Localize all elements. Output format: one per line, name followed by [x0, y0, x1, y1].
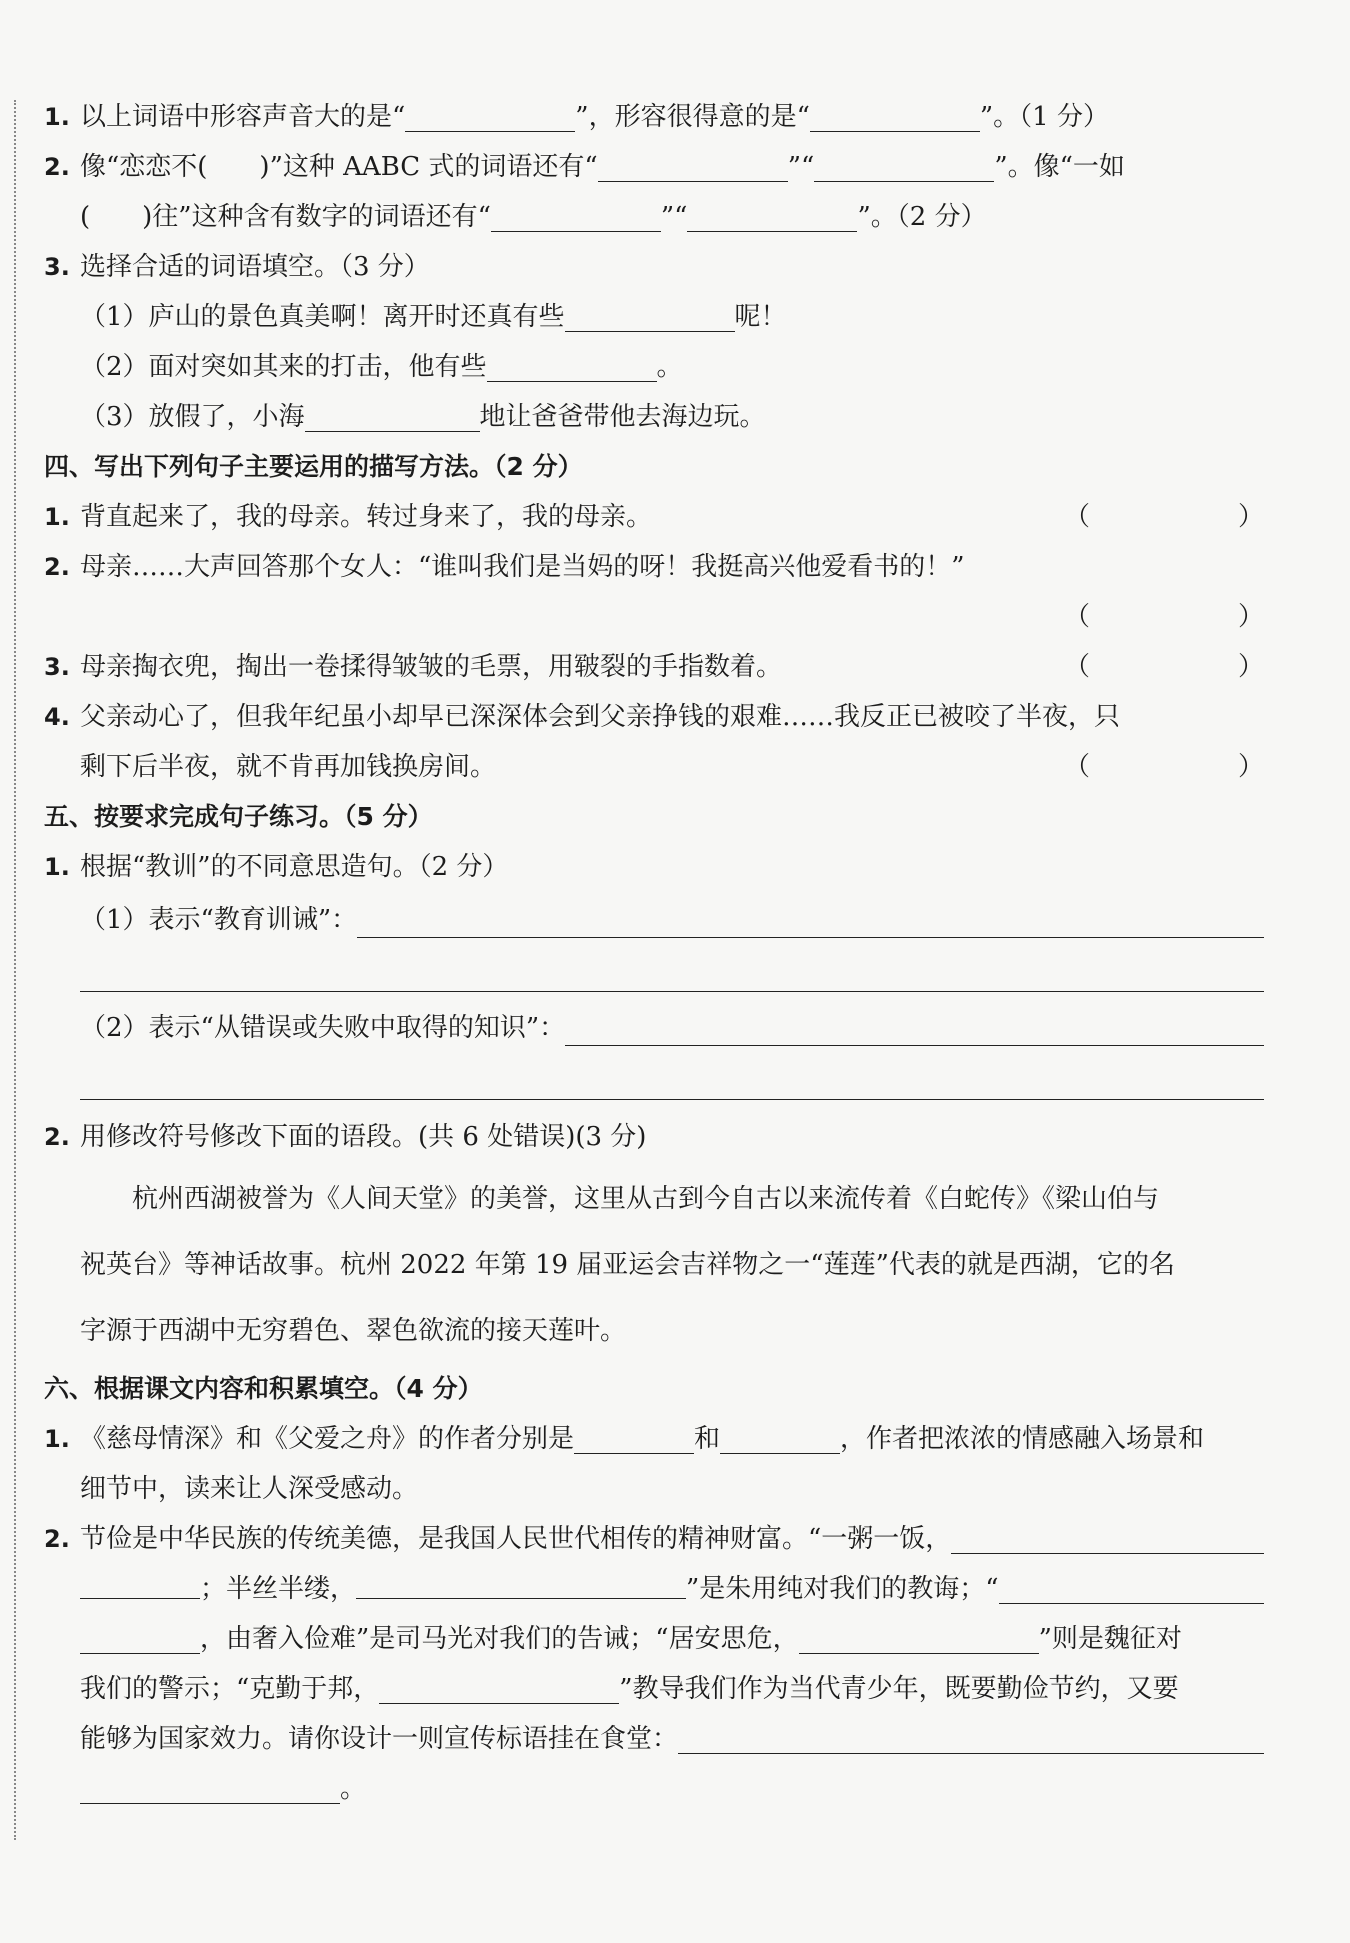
answer-blank[interactable]: [799, 1619, 1039, 1654]
question-row: [44, 692, 1264, 742]
question-text: （3）放假了，小海: [80, 402, 305, 432]
question-number: 1.: [44, 103, 70, 131]
answer-blank[interactable]: [574, 1419, 694, 1454]
question-text: ”“: [787, 152, 815, 182]
answer-parentheses[interactable]: （ ）: [1064, 752, 1264, 782]
question-text: （2）面对突如其来的打击，他有些: [80, 352, 487, 382]
question-text: 母亲掏衣兜，掏出一卷揉得皱皱的毛票，用皲裂的手指数着。: [80, 652, 783, 682]
question-text: ”。（1 分）: [979, 102, 1109, 132]
question-text: ；半丝半缕，: [200, 1574, 357, 1604]
question-row: [44, 142, 1264, 192]
question-row: [44, 1614, 1264, 1664]
question-text: 。: [340, 1774, 367, 1804]
question-text: （1）表示“教育训诫”：: [80, 905, 358, 935]
question-number: 1.: [44, 1425, 70, 1453]
question-number: 2.: [44, 553, 70, 581]
answer-parentheses[interactable]: （ ）: [1064, 652, 1264, 682]
question-text: 以上词语中形容声音大的是“: [80, 102, 406, 132]
question-text: ”教导我们作为当代青少年，既要勤俭节约，又要: [619, 1674, 1179, 1704]
question-text: 背直起来了，我的母亲。转过身来了，我的母亲。: [80, 502, 653, 532]
question-text: 父亲动心了，但我年纪虽小却早已深深体会到父亲挣钱的艰难……我反正已被咬了半夜，只: [80, 702, 1121, 732]
question-row: [44, 492, 1264, 542]
question-text: 细节中，读来让人深受感动。: [80, 1474, 419, 1504]
question-number: 4.: [44, 703, 70, 731]
question-text: 节俭是中华民族的传统美德，是我国人民世代相传的精神财富。“一粥一饭，: [80, 1524, 952, 1554]
question-row: [44, 542, 1264, 592]
question-text: ( )往”这种含有数字的词语还有“: [80, 202, 491, 232]
question-text: 地让爸爸带他去海边玩。: [479, 402, 766, 432]
section-heading: 五、按要求完成句子练习。（5 分）: [44, 802, 433, 831]
answer-blank[interactable]: [379, 1669, 619, 1704]
section-heading: 六、根据课文内容和积累填空。（4 分）: [44, 1374, 483, 1403]
answer-parentheses[interactable]: （ ）: [1064, 602, 1264, 632]
slogan-answer-line[interactable]: [678, 1719, 1264, 1754]
question-number: 3.: [44, 653, 70, 681]
question-number: 3.: [44, 253, 70, 281]
answer-blank[interactable]: [598, 147, 788, 182]
question-text: ”。（2 分）: [857, 202, 987, 232]
question-text: 用修改符号修改下面的语段。(共 6 处错误)(3 分): [80, 1122, 647, 1152]
question-text: （1）庐山的景色真美啊！离开时还真有些: [80, 302, 565, 332]
question-row: [44, 242, 1264, 292]
question-row: [44, 192, 1264, 242]
sub-question-row: [44, 1000, 1264, 1056]
question-text: ”，形容很得意的是“: [575, 102, 810, 132]
question-number: 2.: [44, 1123, 70, 1151]
answer-line[interactable]: [999, 1569, 1264, 1604]
answer-blank[interactable]: [810, 97, 980, 132]
answer-line[interactable]: [80, 991, 1264, 992]
question-number: 1.: [44, 503, 70, 531]
question-text: ，由奢入俭难”是司马光对我们的告诫；“居安思危，: [200, 1624, 799, 1654]
answer-blank[interactable]: [687, 197, 857, 232]
question-text: 剩下后半夜，就不肯再加钱换房间。: [80, 752, 497, 782]
answer-blank[interactable]: [80, 1564, 200, 1599]
question-row: [44, 742, 1264, 792]
question-text: 。: [656, 352, 683, 382]
question-text: ”。像“一如: [994, 152, 1125, 182]
answer-row: [44, 948, 1264, 1000]
question-text: ”则是魏征对: [1038, 1624, 1182, 1654]
answer-blank[interactable]: [80, 1619, 200, 1654]
question-text: 选择合适的词语填空。（3 分）: [80, 252, 430, 282]
passage-line: 字源于西湖中无穷碧色、翠色欲流的接天莲叶。: [80, 1316, 627, 1346]
worksheet-page: [44, 92, 1264, 1814]
question-row: [44, 642, 1264, 692]
question-text: （2）表示“从错误或失败中取得的知识”：: [80, 1013, 566, 1043]
answer-blank[interactable]: [720, 1419, 840, 1454]
question-text: 呢！: [734, 302, 787, 332]
binding-margin-line: [14, 100, 16, 1840]
question-row: [44, 842, 1264, 892]
question-text: ”“: [660, 202, 688, 232]
question-text: ，作者把浓浓的情感融入场景和: [840, 1424, 1205, 1454]
sub-question-row: [44, 892, 1264, 948]
answer-parentheses[interactable]: （ ）: [1064, 502, 1264, 532]
question-row: [44, 1564, 1264, 1614]
sub-question-row: [44, 342, 1264, 392]
question-text: 母亲……大声回答那个女人：“谁叫我们是当妈的呀！我挺高兴他爱看书的！”: [80, 552, 965, 582]
answer-row: [44, 592, 1264, 642]
question-row: [44, 1108, 1264, 1166]
question-text: 和: [694, 1424, 721, 1454]
answer-blank[interactable]: [814, 147, 994, 182]
section-heading: 四、写出下列句子主要运用的描写方法。（2 分）: [44, 452, 583, 481]
answer-blank[interactable]: [305, 397, 480, 432]
answer-blank[interactable]: [487, 347, 657, 382]
question-row: [44, 1464, 1264, 1514]
question-row: [44, 1414, 1264, 1464]
question-row: [44, 1514, 1264, 1564]
question-row: [44, 1714, 1264, 1764]
question-text: 像“恋恋不( )”这种 AABC 式的词语还有“: [80, 152, 598, 182]
answer-line[interactable]: [565, 1011, 1264, 1046]
passage-line: 杭州西湖被誉为《人间天堂》的美誉，这里从古到今自古以来流传着《白蛇传》《梁山伯与: [132, 1184, 1160, 1214]
question-number: 2.: [44, 1525, 70, 1553]
question-number: 2.: [44, 153, 70, 181]
question-row: [44, 92, 1264, 142]
sub-question-row: [44, 392, 1264, 442]
question-row: [44, 1664, 1264, 1714]
question-text: ”是朱用纯对我们的教诲；“: [686, 1574, 999, 1604]
question-number: 1.: [44, 853, 70, 881]
answer-blank[interactable]: [405, 97, 575, 132]
question-text: 能够为国家效力。请你设计一则宣传标语挂在食堂：: [80, 1724, 679, 1754]
sub-question-row: [44, 292, 1264, 342]
answer-blank[interactable]: [356, 1564, 686, 1599]
answer-blank[interactable]: [565, 297, 735, 332]
answer-row: [44, 1056, 1264, 1108]
answer-blank[interactable]: [491, 197, 661, 232]
question-text: 《慈母情深》和《父爱之舟》的作者分别是: [80, 1424, 575, 1454]
answer-line[interactable]: [80, 1099, 1264, 1100]
passage-line: 祝英台》等神话故事。杭州 2022 年第 19 届亚运会吉祥物之一“莲莲”代表的就是西湖，它的名: [80, 1250, 1175, 1280]
question-text: 根据“教训”的不同意思造句。（2 分）: [80, 852, 509, 882]
answer-line[interactable]: [357, 903, 1264, 938]
question-text: 我们的警示；“克勤于邦，: [80, 1674, 380, 1704]
slogan-answer-blank[interactable]: [80, 1769, 340, 1804]
question-row: [44, 1764, 1264, 1814]
answer-line[interactable]: [951, 1519, 1264, 1554]
